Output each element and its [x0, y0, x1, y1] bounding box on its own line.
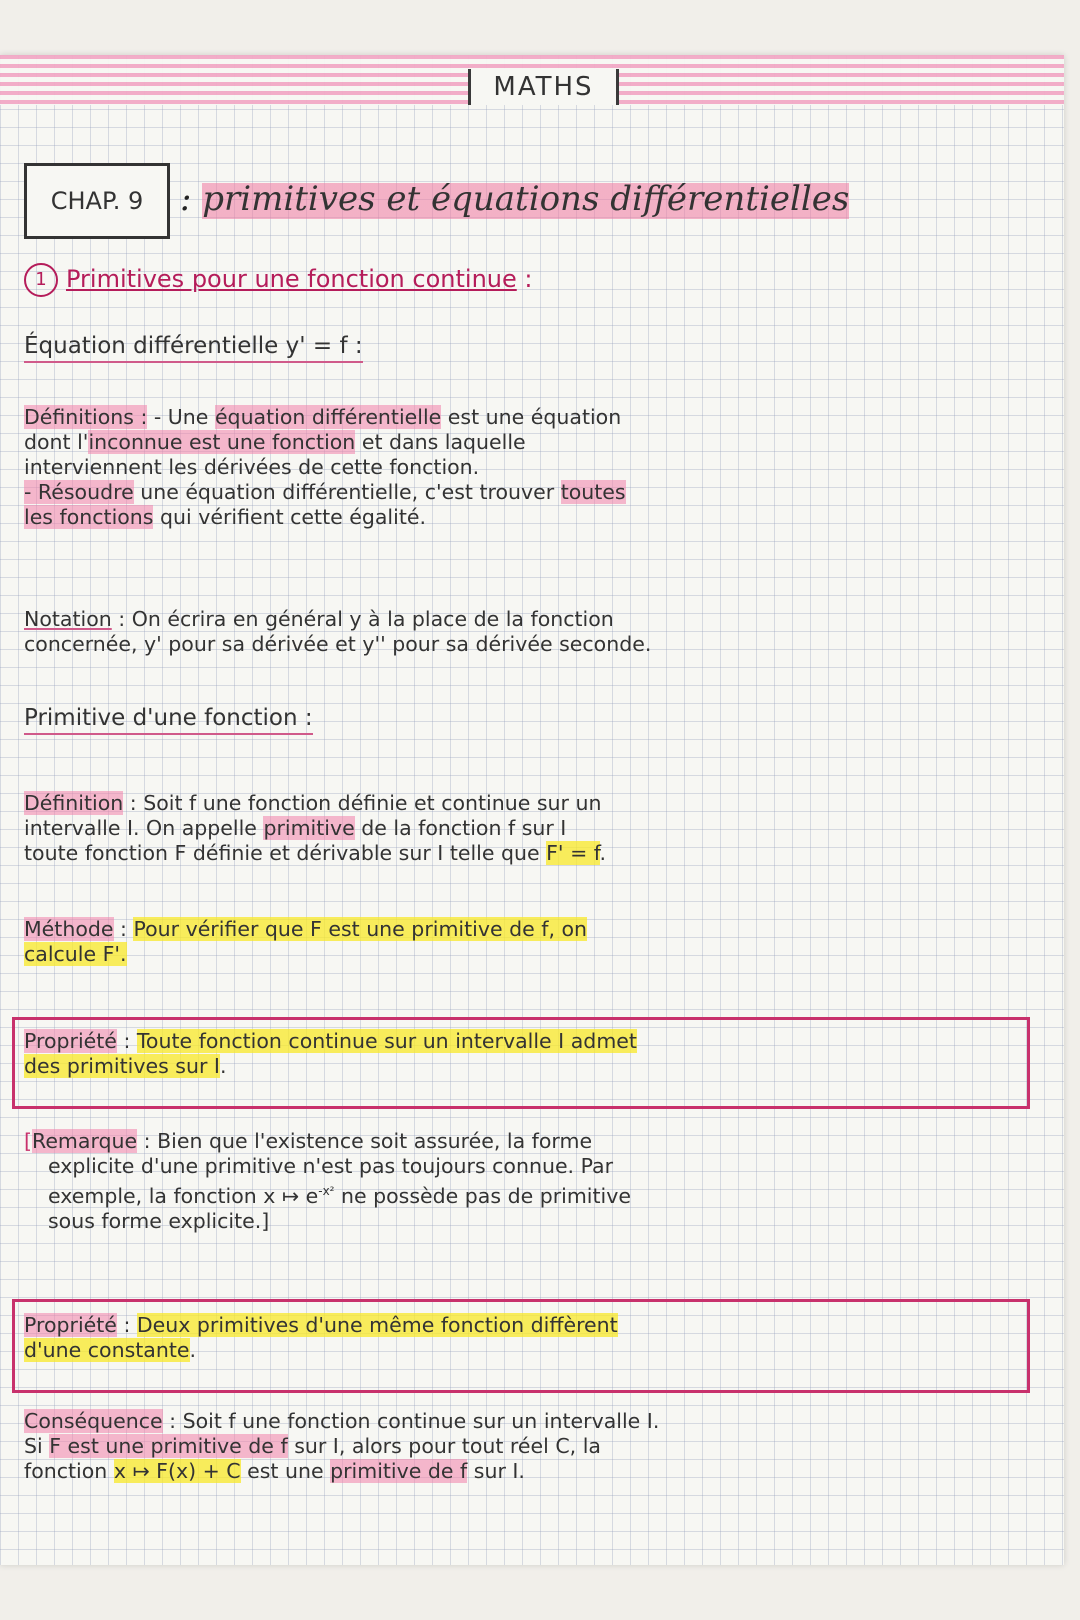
text-span: : Soit f une fonction continue sur un intervalle I.: [162, 1409, 660, 1433]
notation-label: Notation: [24, 607, 112, 631]
section-suffix: :: [516, 265, 533, 293]
text-span: et dans laquelle: [355, 430, 526, 454]
definitions-label: Définitions :: [24, 405, 148, 429]
chapter-label: CHAP. 9: [24, 163, 170, 239]
section-number: 1: [24, 263, 58, 297]
remarque-label: Remarque: [32, 1129, 138, 1153]
text-span: .: [189, 1338, 197, 1362]
text-span: Si: [24, 1434, 50, 1458]
section-title: Primitives pour une fonction continue: [66, 265, 517, 293]
highlight-span: Résoudre: [37, 480, 134, 504]
text-span: toute fonction F définie et dérivable sur I telle que: [24, 841, 547, 865]
highlight-span: Pour vérifier que F est une primitive de f, on: [133, 917, 588, 941]
highlight-span: F est une primitive de f: [49, 1434, 288, 1458]
text-span: :: [116, 1313, 137, 1337]
subheading-primitive: [24, 705, 313, 735]
chapter-title-prefix: :: [180, 179, 203, 219]
notation-paragraph: [24, 607, 1044, 657]
propriete1-label: Propriété: [24, 1029, 117, 1053]
text-span: :: [116, 1029, 137, 1053]
propriete1-paragraph: [24, 1029, 1044, 1079]
text-line: concernée, y' pour sa dérivée et y'' pour sa dérivée seconde.: [24, 632, 652, 656]
remarque-paragraph: [24, 1129, 1044, 1234]
text-line: sous forme explicite.]: [48, 1208, 270, 1233]
text-span: de la fonction f sur I: [354, 816, 567, 840]
text-span: .: [219, 1054, 227, 1078]
chapter-title-text: primitives et équations différentielles: [202, 179, 850, 219]
highlight-span: toutes: [560, 480, 626, 504]
highlight-span: Deux primitives d'une même fonction diffèrent: [136, 1313, 618, 1337]
highlight-span: équation différentielle: [214, 405, 442, 429]
text-span: une équation différentielle, c'est trouver: [133, 480, 561, 504]
highlight-span: inconnue est une fonction: [88, 430, 356, 454]
text-span: intervalle I. On appelle: [24, 816, 264, 840]
subheading-differential-equation: [24, 333, 363, 363]
text-span: est une: [240, 1459, 331, 1483]
highlight-span: primitive: [263, 816, 355, 840]
text-span: : Soit f une fonction définie et continue sur un: [123, 791, 602, 815]
text-span: .: [599, 841, 607, 865]
consequence-label: Conséquence: [24, 1409, 163, 1433]
highlight-span: Toute fonction continue sur un intervalle I admet: [136, 1029, 637, 1053]
text-span: est une équation: [441, 405, 622, 429]
text-span: qui vérifient cette égalité.: [153, 505, 426, 529]
highlight-span: d'une constante: [24, 1338, 190, 1362]
subheading-suffix: :: [347, 333, 363, 359]
propriete2-paragraph: [24, 1313, 1044, 1363]
remarque-open-bracket: [: [24, 1129, 32, 1153]
text-span: ne possède pas de primitive: [334, 1183, 631, 1208]
text-span: : Bien que l'existence soit assurée, la forme: [137, 1129, 593, 1153]
propriete2-label: Propriété: [24, 1313, 117, 1337]
consequence-paragraph: [24, 1409, 1044, 1484]
text-span: : On écrira en général y à la place de la fonction: [111, 607, 614, 631]
definition-label: Définition: [24, 791, 124, 815]
dash-span: -: [24, 480, 38, 504]
definition-paragraph: [24, 791, 1044, 866]
subheading-text: Primitive d'une fonction: [24, 705, 298, 731]
text-span: sur I, alors pour tout réel C, la: [287, 1434, 601, 1458]
section-heading: [24, 263, 532, 297]
subheading-suffix: :: [297, 705, 313, 731]
text-line: explicite d'une primitive n'est pas toujours connue. Par: [48, 1154, 614, 1178]
text-span: fonction: [24, 1459, 114, 1483]
text-line: interviennent les dérivées de cette fonction.: [24, 455, 480, 479]
text-span: dont l': [24, 430, 89, 454]
highlight-span: F' = f: [546, 841, 600, 865]
definitions-paragraph: [24, 405, 1044, 530]
text-span: - Une: [147, 405, 215, 429]
exponent: -x²: [318, 1184, 335, 1198]
methode-label: Méthode: [24, 917, 114, 941]
highlight-span: primitive de f: [330, 1459, 468, 1483]
methode-paragraph: [24, 917, 1044, 967]
highlight-span: x ↦ F(x) + C: [113, 1459, 241, 1483]
subheading-text: Équation différentielle y' = f: [24, 333, 348, 359]
highlight-span: les fonctions: [24, 505, 154, 529]
text-span: sur I.: [467, 1459, 525, 1483]
text-span: :: [113, 917, 134, 941]
text-span: exemple, la fonction x ↦ e: [48, 1183, 319, 1208]
subject-label: MATHS: [468, 69, 619, 105]
highlight-span: calcule F'.: [24, 942, 127, 966]
chapter-title: [180, 179, 849, 219]
notebook-page: [0, 55, 1064, 1565]
highlight-span: des primitives sur I: [24, 1054, 220, 1078]
